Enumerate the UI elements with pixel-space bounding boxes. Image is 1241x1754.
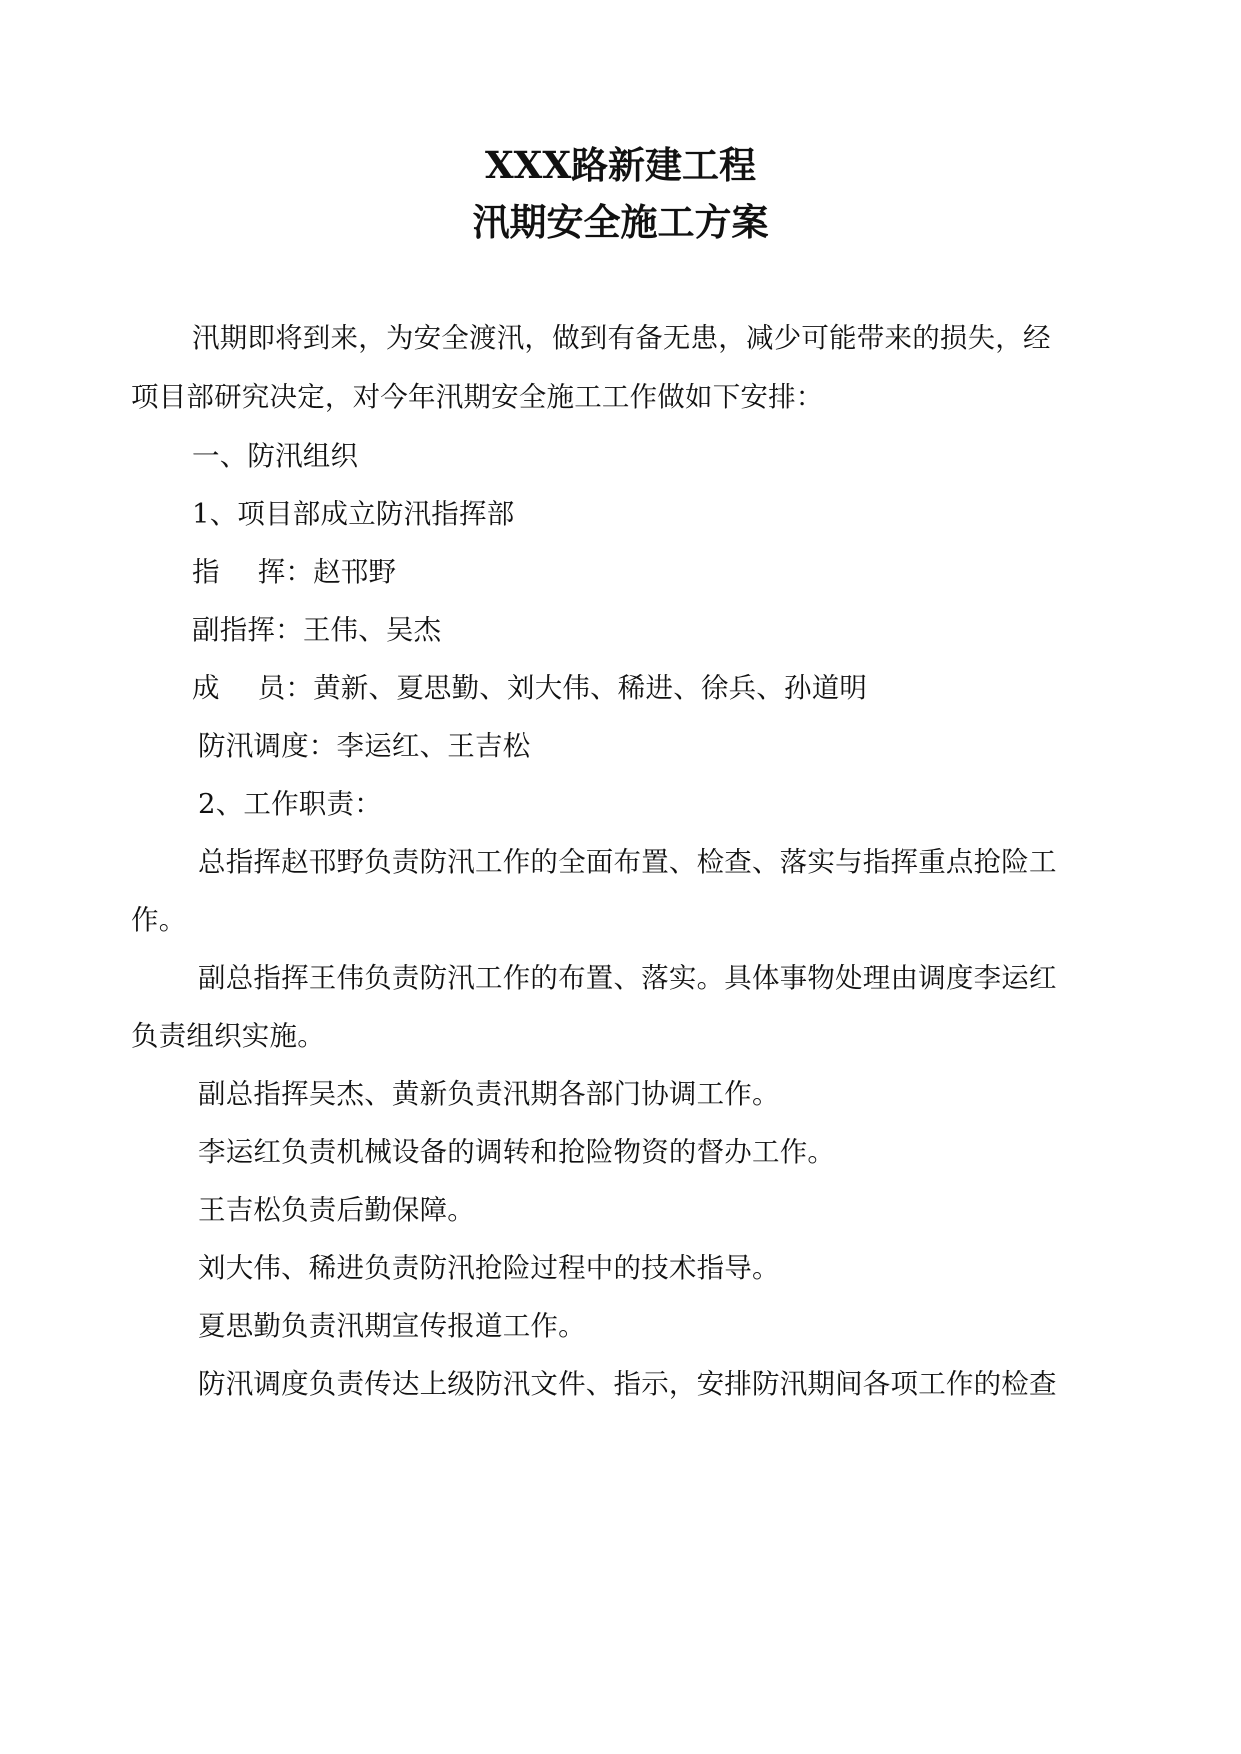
deputy-value: 王伟、吴杰 <box>302 614 442 646</box>
deputy-label: 副指挥： <box>192 614 303 646</box>
commander-line <box>192 552 396 592</box>
duty7-line: 夏思勤负责汛期宣传报道工作。 <box>198 1310 586 1342</box>
members-line <box>192 668 867 708</box>
intro-paragraph-line2: 项目部研究决定，对今年汛期安全施工工作做如下安排： <box>131 381 824 413</box>
duty5-line: 王吉松负责后勤保障。 <box>198 1194 475 1226</box>
item1-heading: 1、项目部成立防汛指挥部 <box>192 498 515 530</box>
duty2-line2: 负责组织实施。 <box>131 1020 325 1052</box>
commander-label-first-char: 指 <box>192 556 220 588</box>
document-title-line2: 汛期安全施工方案 <box>472 200 769 244</box>
item2-heading: 2、工作职责： <box>198 788 382 820</box>
document-title-line1: XXX路新建工程 <box>484 143 757 187</box>
duty4-line: 李运红负责机械设备的调转和抢险物资的督办工作。 <box>198 1136 836 1168</box>
section1-heading: 一、防汛组织 <box>192 440 359 472</box>
duty1-line1: 总指挥赵邗野负责防汛工作的全面布置、检查、落实与指挥重点抢险工 <box>198 846 1057 878</box>
commander-label-rest: 挥： <box>257 556 314 588</box>
members-value: 黄新、夏思勤、刘大伟、稀进、徐兵、孙道明 <box>313 672 868 704</box>
members-label-first-char: 成 <box>192 672 220 704</box>
duty1-line2: 作。 <box>131 904 187 936</box>
members-label-rest: 员： <box>257 672 314 704</box>
intro-paragraph-line1: 汛期即将到来，为安全渡汛，做到有备无患，减少可能带来的损失，经 <box>192 322 1051 354</box>
commander-value: 赵邗野 <box>313 556 397 588</box>
deputy-line <box>192 610 441 650</box>
dispatcher-line: 防汛调度：李运红、王吉松 <box>198 730 531 762</box>
duty8-line1: 防汛调度负责传达上级防汛文件、指示，安排防汛期间各项工作的检查 <box>198 1368 1057 1400</box>
duty6-line: 刘大伟、稀进负责防汛抢险过程中的技术指导。 <box>198 1252 780 1284</box>
duty2-line1: 副总指挥王伟负责防汛工作的布置、落实。具体事物处理由调度李运红 <box>198 962 1057 994</box>
duty3-line: 副总指挥吴杰、黄新负责汛期各部门协调工作。 <box>198 1078 780 1110</box>
